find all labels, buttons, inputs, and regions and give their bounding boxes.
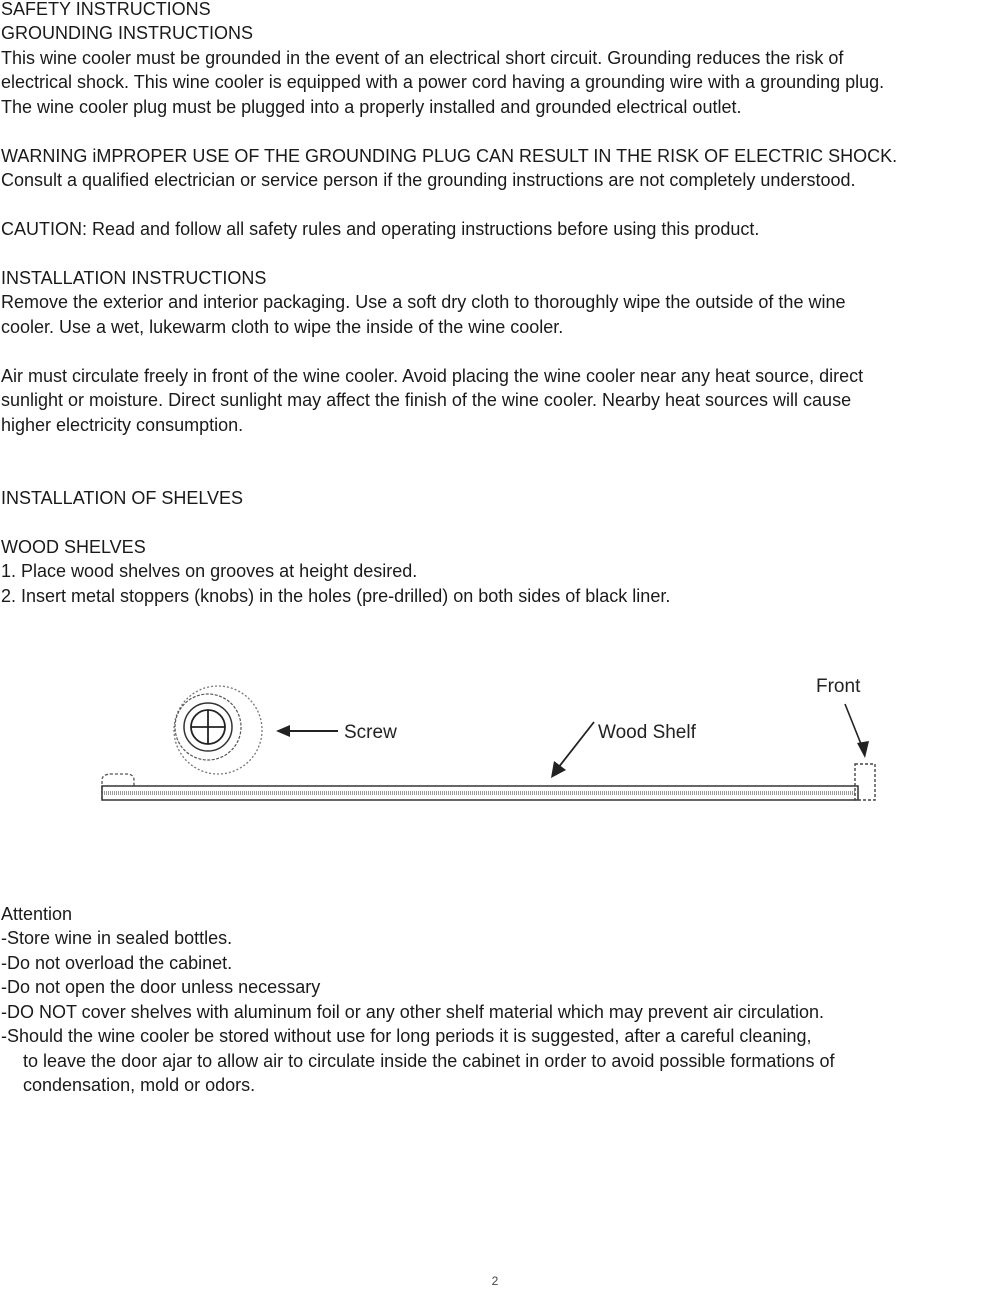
- installation-title: INSTALLATION INSTRUCTIONS: [1, 268, 267, 288]
- attention-line: -DO NOT cover shelves with aluminum foil or any other shelf material which may prevent air circulation.: [1, 1002, 824, 1022]
- shelves-title: INSTALLATION OF SHELVES: [1, 488, 244, 508]
- shelf-step: 1. Place wood shelves on grooves at height desired.: [1, 561, 418, 581]
- attention-title: Attention: [1, 904, 73, 924]
- wood-shelf-diagram: [90, 662, 890, 812]
- front-arrow-icon: [845, 704, 869, 758]
- grounding-title: GROUNDING INSTRUCTIONS: [1, 23, 253, 43]
- caution-text: CAUTION: Read and follow all safety rules and operating instructions before using this product.: [1, 219, 760, 239]
- installation-line: Remove the exterior and interior packaging. Use a soft dry cloth to thoroughly wipe the outside of the wine: [1, 292, 846, 312]
- attention-line: -Should the wine cooler be stored without use for long periods it is suggested, after a careful cleaning,: [1, 1026, 812, 1046]
- shelf-arrow-icon: [551, 722, 594, 778]
- safety-title: SAFETY INSTRUCTIONS: [1, 0, 211, 19]
- attention-line: -Do not open the door unless necessary: [1, 977, 321, 997]
- front-label: Front: [816, 676, 861, 697]
- grounding-line: The wine cooler plug must be plugged into a properly installed and grounded electrical outlet.: [1, 97, 742, 117]
- wood-shelf-svg: [90, 662, 890, 812]
- air-line: Air must circulate freely in front of the wine cooler. Avoid placing the wine cooler near any heat source, direct: [1, 366, 864, 386]
- grounding-line: This wine cooler must be grounded in the event of an electrical short circuit. Grounding reduces the risk of: [1, 48, 844, 68]
- grounding-line: electrical shock. This wine cooler is equipped with a power cord having a grounding wire with a grounding plug.: [1, 72, 885, 92]
- screw-arrow-icon: [276, 725, 338, 737]
- screw-label: Screw: [344, 722, 397, 743]
- wood-shelves-title: WOOD SHELVES: [1, 537, 146, 557]
- screw-detail-icon: [174, 686, 262, 774]
- warning-line: WARNING iMPROPER USE OF THE GROUNDING PLUG CAN RESULT IN THE RISK OF ELECTRIC SHOCK.: [1, 146, 898, 166]
- shelf-step: 2. Insert metal stoppers (knobs) in the holes (pre-drilled) on both sides of black liner.: [1, 586, 671, 606]
- page-number: 2: [491, 1274, 499, 1288]
- wood-shelf-board: [102, 764, 875, 800]
- attention-line: -Do not overload the cabinet.: [1, 953, 233, 973]
- warning-line: Consult a qualified electrician or service person if the grounding instructions are not completely understood.: [1, 170, 856, 190]
- installation-line: cooler. Use a wet, lukewarm cloth to wipe the inside of the wine cooler.: [1, 317, 564, 337]
- shelf-label: Wood Shelf: [598, 722, 696, 743]
- attention-continuation: to leave the door ajar to allow air to circulate inside the cabinet in order to avoid possible formations of: [23, 1051, 835, 1071]
- air-line: sunlight or moisture. Direct sunlight may affect the finish of the wine cooler. Nearby heat sources will cause: [1, 390, 852, 410]
- attention-line: -Store wine in sealed bottles.: [1, 928, 233, 948]
- attention-continuation: condensation, mold or odors.: [23, 1075, 256, 1095]
- air-line: higher electricity consumption.: [1, 415, 244, 435]
